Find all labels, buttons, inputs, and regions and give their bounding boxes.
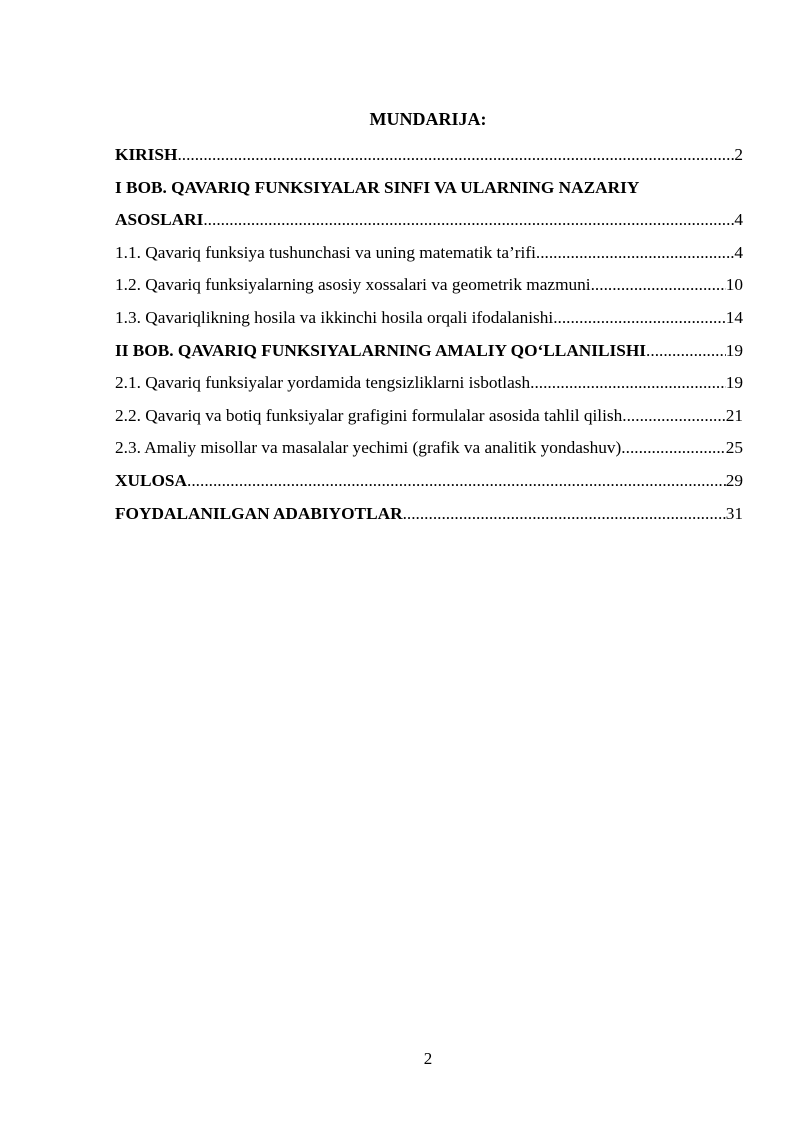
dot-leader (187, 465, 726, 498)
dot-leader (177, 139, 734, 172)
toc-entry-adabiyotlar (115, 498, 743, 531)
toc-entry-page: 4 (734, 242, 743, 262)
toc-entry-page: 19 (725, 373, 743, 393)
toc-entry-page: 19 (725, 340, 743, 360)
toc-entry-1-3 (115, 302, 743, 335)
toc-entry-label: 1.1. Qavariq funksiya tushunchasi va uning matematik ta’rifi (115, 242, 536, 262)
toc-entry-page: 4 (734, 210, 743, 230)
toc-entry-page: 25 (725, 438, 743, 458)
toc-entry-kirish (115, 139, 743, 172)
toc-entry-chapter2 (115, 335, 743, 368)
toc-entry-2-3 (115, 432, 743, 465)
toc-entry-label: KIRISH (115, 145, 178, 164)
page-number: 2 (423, 1049, 433, 1068)
toc-entry-page: 14 (725, 307, 743, 327)
dot-leader (403, 498, 726, 531)
toc-entry-chapter1-line1 (115, 172, 743, 205)
toc-entry-2-2 (115, 400, 743, 433)
toc-entry-page: 10 (725, 275, 743, 295)
table-of-contents (115, 139, 743, 530)
toc-entry-label: ASOSLARI (115, 210, 204, 230)
toc-entry-label: 1.3. Qavariqlikning hosila va ikkinchi hosila orqali ifodalanishi (115, 307, 554, 327)
toc-entry-1-1 (115, 237, 743, 270)
dot-leader (530, 367, 726, 400)
toc-entry-label: II BOB. QAVARIQ FUNKSIYALARNING AMALIY QO‘LLANILISHI (115, 340, 647, 360)
toc-entry-label: 2.3. Amaliy misollar va masalalar yechimi (grafik va analitik yondashuv) (115, 438, 622, 458)
dot-leader (622, 400, 725, 433)
dot-leader (553, 302, 726, 335)
toc-entry-page: 29 (725, 470, 743, 490)
toc-entry-page: 21 (725, 405, 743, 425)
toc-entry-label: 1.2. Qavariq funksiyalarning asosiy xossalari va geometrik mazmuni (115, 275, 591, 295)
toc-entry-label: I BOB. QAVARIQ FUNKSIYALAR SINFI VA ULARNING NAZARIY (115, 177, 640, 197)
toc-entry-1-2 (115, 269, 743, 302)
dot-leader (591, 269, 726, 302)
toc-entry-label: 2.2. Qavariq va botiq funksiyalar grafigini formulalar asosida tahlil qilish (115, 405, 623, 425)
toc-entry-page: 2 (734, 145, 743, 164)
toc-entry-label: 2.1. Qavariq funksiyalar yordamida tengsizliklarni isbotlash (115, 373, 531, 393)
toc-entry-xulosa (115, 465, 743, 498)
dot-leader (646, 335, 726, 368)
dot-leader (203, 204, 734, 237)
toc-title: MUNDARIJA: (369, 109, 487, 129)
toc-entry-label: XULOSA (115, 470, 188, 490)
toc-entry-label: FOYDALANILGAN ADABIYOTLAR (115, 503, 403, 523)
toc-entry-2-1 (115, 367, 743, 400)
dot-leader (536, 237, 734, 270)
toc-entry-page: 31 (725, 503, 743, 523)
toc-entry-chapter1 (115, 204, 743, 237)
dot-leader (621, 432, 725, 465)
